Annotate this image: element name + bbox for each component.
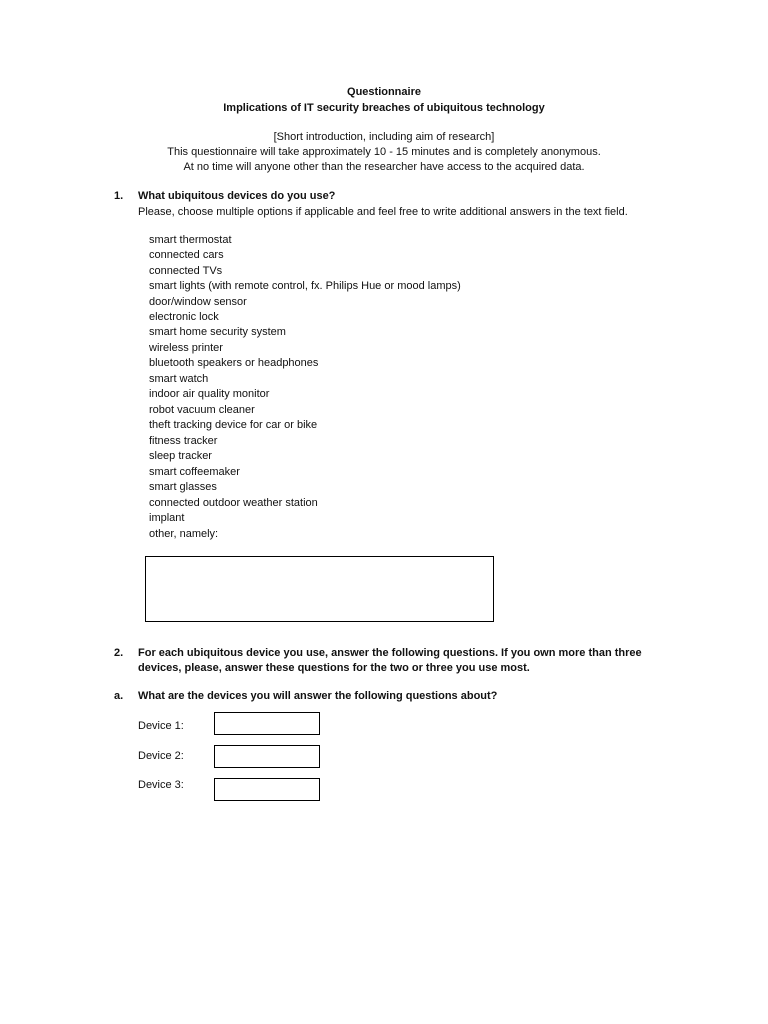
device-2-field[interactable]: [214, 745, 320, 768]
device-3-field[interactable]: [214, 778, 320, 801]
page-subtitle: Implications of IT security breaches of ubiquitous technology: [223, 102, 545, 114]
option-other[interactable]: other, namely:: [149, 528, 219, 540]
option-connected-tvs[interactable]: connected TVs: [149, 265, 223, 277]
page-title: Questionnaire: [347, 86, 421, 98]
question-2a-letter: a.: [114, 690, 124, 702]
other-answer-field[interactable]: [145, 556, 494, 622]
question-1-text: What ubiquitous devices do you use?: [138, 190, 336, 202]
intro-line: [Short introduction, including aim of research]: [273, 131, 495, 143]
device-1-label: Device 1:: [138, 720, 184, 732]
option-smart-thermostat[interactable]: smart thermostat: [149, 234, 232, 246]
intro-line: This questionnaire will take approximately 10 - 15 minutes and is completely anonymous.: [167, 146, 601, 158]
option-smart-home-security[interactable]: smart home security system: [149, 326, 286, 338]
question-2-number: 2.: [114, 647, 124, 659]
option-door-window-sensor[interactable]: door/window sensor: [149, 296, 247, 308]
option-bluetooth-speakers[interactable]: bluetooth speakers or headphones: [149, 357, 319, 369]
option-smart-lights[interactable]: smart lights (with remote control, fx. Philips Hue or mood lamps): [149, 280, 461, 292]
question-2-text-line: devices, please, answer these questions for the two or three you use most.: [138, 662, 530, 674]
option-smart-coffeemaker[interactable]: smart coffeemaker: [149, 466, 240, 478]
option-implant[interactable]: implant: [149, 512, 185, 524]
option-smart-watch[interactable]: smart watch: [149, 373, 209, 385]
device-1-field[interactable]: [214, 712, 320, 735]
option-smart-glasses[interactable]: smart glasses: [149, 481, 217, 493]
device-2-label: Device 2:: [138, 750, 184, 762]
question-1-instruction: Please, choose multiple options if applicable and feel free to write additional answers in the text field.: [138, 206, 628, 218]
option-connected-cars[interactable]: connected cars: [149, 249, 224, 261]
option-sleep-tracker[interactable]: sleep tracker: [149, 450, 212, 462]
intro-line: At no time will anyone other than the researcher have access to the acquired data.: [183, 161, 585, 173]
question-2-text-line: For each ubiquitous device you use, answer the following questions. If you own more than three: [138, 647, 642, 659]
question-1-number: 1.: [114, 190, 124, 202]
option-electronic-lock[interactable]: electronic lock: [149, 311, 219, 323]
option-weather-station[interactable]: connected outdoor weather station: [149, 497, 318, 509]
question-2a-text: What are the devices you will answer the following questions about?: [138, 690, 498, 702]
option-wireless-printer[interactable]: wireless printer: [149, 342, 223, 354]
option-theft-tracking[interactable]: theft tracking device for car or bike: [149, 419, 318, 431]
option-indoor-air-monitor[interactable]: indoor air quality monitor: [149, 388, 270, 400]
option-robot-vacuum[interactable]: robot vacuum cleaner: [149, 404, 255, 416]
device-3-label: Device 3:: [138, 779, 184, 791]
option-fitness-tracker[interactable]: fitness tracker: [149, 435, 218, 447]
